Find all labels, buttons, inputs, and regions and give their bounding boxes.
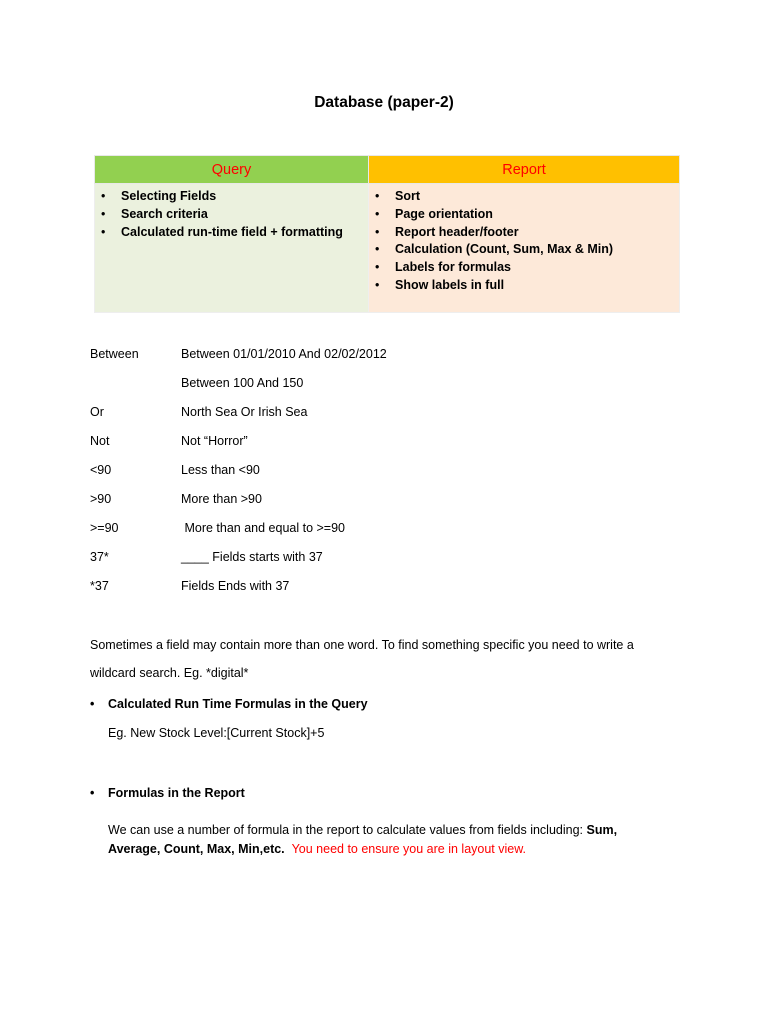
bullet-icon: • (90, 786, 95, 800)
criteria-example: Between 01/01/2010 And 02/02/2012 (181, 347, 387, 361)
criteria-example: More than >90 (181, 492, 262, 506)
report-formulas-line-1 (108, 823, 617, 837)
criteria-operator: >90 (90, 492, 112, 506)
report-formulas-intro: We can use a number of formula in the report to calculate values from fields including: (108, 823, 587, 837)
list-item: • Sort (375, 188, 679, 206)
criteria-operator: Or (90, 405, 104, 419)
criteria-row (90, 405, 690, 425)
criteria-operator: 37* (90, 550, 109, 564)
calculated-formula-example: Eg. New Stock Level:[Current Stock]+5 (108, 726, 325, 740)
list-item: • Show labels in full (375, 277, 679, 295)
query-header: Query (95, 156, 369, 184)
report-list (369, 188, 679, 295)
report-formulas-functions-b: Average, Count, Max, Min,etc. (108, 842, 285, 856)
report-formulas-line-2 (108, 842, 526, 856)
criteria-row (90, 376, 690, 396)
report-formulas-functions-a: Sum, (586, 823, 618, 837)
criteria-row (90, 550, 690, 570)
criteria-example: More than and equal to >=90 (181, 521, 346, 535)
bullet-icon: • (90, 697, 95, 711)
list-item: • Search criteria (101, 206, 368, 224)
calculated-formulas-heading-text: Calculated Run Time Formulas in the Query (108, 697, 368, 711)
list-item: • Labels for formulas (375, 259, 679, 277)
layout-view-note: You need to ensure you are in layout view. (291, 842, 527, 856)
criteria-operator: Between (90, 347, 139, 361)
criteria-example: Fields Ends with 37 (181, 579, 290, 593)
wildcard-paragraph-line-2: wildcard search. Eg. *digital* (90, 666, 249, 680)
criteria-example: Between 100 And 150 (181, 376, 304, 390)
report-cell (369, 184, 680, 313)
criteria-row (90, 347, 690, 367)
criteria-row (90, 434, 690, 454)
query-report-table (94, 155, 680, 313)
criteria-row (90, 463, 690, 483)
list-item: • Selecting Fields (101, 188, 368, 206)
criteria-example: ____ Fields starts with 37 (181, 550, 323, 564)
criteria-operator: *37 (90, 579, 109, 593)
list-item: • Report header/footer (375, 224, 679, 242)
criteria-example: Not “Horror” (181, 434, 248, 448)
criteria-row (90, 579, 690, 599)
list-item: • Page orientation (375, 206, 679, 224)
query-cell (95, 184, 369, 313)
wildcard-paragraph-line-1: Sometimes a field may contain more than one word. To find something specific you need to write a (90, 638, 634, 652)
criteria-operator: >=90 (90, 521, 119, 535)
query-list (95, 188, 368, 241)
criteria-operator: <90 (90, 463, 112, 477)
criteria-operator: Not (90, 434, 110, 448)
list-item: • Calculated run-time field + formatting (101, 224, 368, 242)
list-item: • Calculation (Count, Sum, Max & Min) (375, 241, 679, 259)
criteria-row (90, 492, 690, 512)
criteria-example: Less than <90 (181, 463, 260, 477)
report-formulas-heading-text: Formulas in the Report (108, 786, 245, 800)
criteria-row (90, 521, 690, 541)
report-header: Report (369, 156, 680, 184)
page-title: Database (paper-2) (314, 94, 454, 111)
criteria-example: North Sea Or Irish Sea (181, 405, 308, 419)
